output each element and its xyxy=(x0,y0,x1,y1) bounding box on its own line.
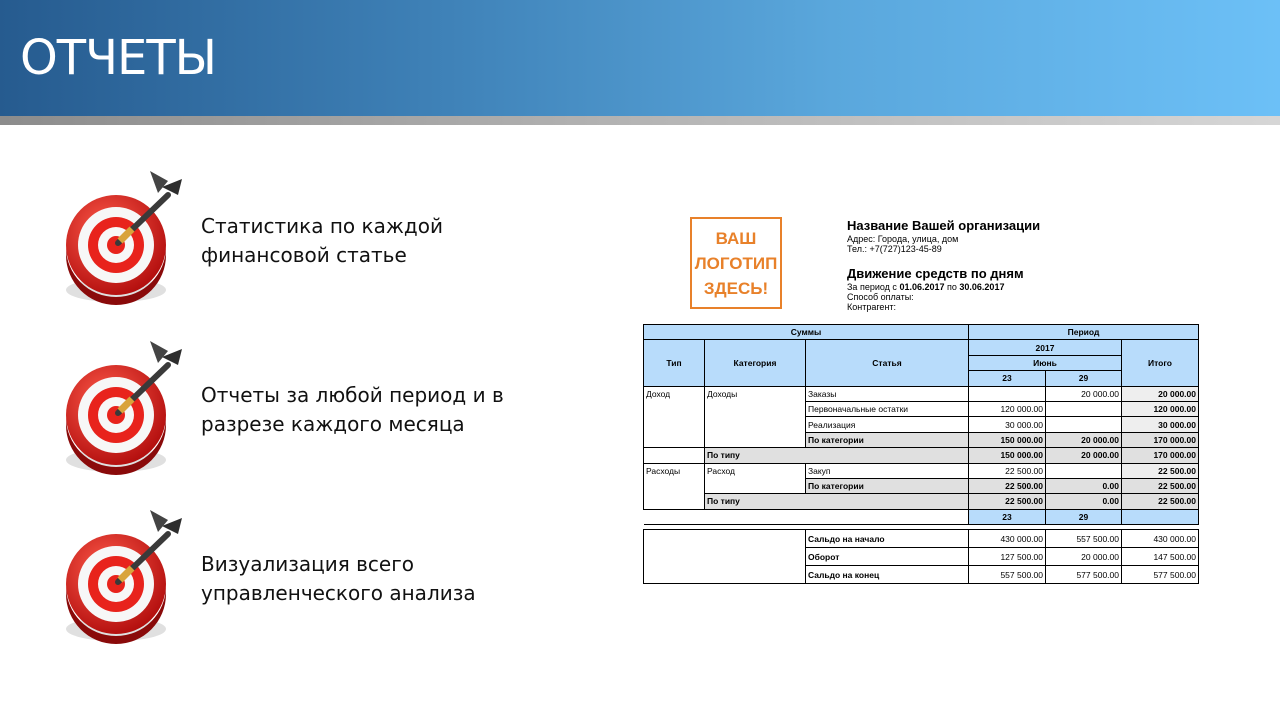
cell-total: 430 000.00 xyxy=(1122,530,1199,548)
cell-value xyxy=(1046,401,1122,416)
report-title: Движение средств по дням xyxy=(847,266,1024,281)
cell-value: 577 500.00 xyxy=(1046,566,1122,584)
header-year: 2017 xyxy=(969,340,1122,355)
feature-line: Отчеты за любой период и в xyxy=(201,383,504,407)
dart-target-icon xyxy=(50,504,190,654)
header-category: Категория xyxy=(705,340,806,386)
header-total-blank xyxy=(1122,509,1199,524)
table-row xyxy=(644,386,1199,401)
cell-total: 22 500.00 xyxy=(1122,494,1199,509)
header-day: 23 xyxy=(969,509,1046,524)
cell-value xyxy=(1046,463,1122,478)
header-day: 23 xyxy=(969,371,1046,386)
cell-by-type: По типу xyxy=(705,494,969,509)
cell-type: Доход xyxy=(644,386,705,448)
cell-value: 430 000.00 xyxy=(969,530,1046,548)
org-name: Название Вашей организации xyxy=(847,218,1041,233)
cell-category: Доходы xyxy=(705,386,806,448)
logo-line: ЛОГОТИП xyxy=(694,253,778,273)
logo-placeholder xyxy=(690,217,782,309)
cell-article: Первоначальные остатки xyxy=(806,401,969,416)
feature-item xyxy=(0,335,600,485)
counterparty: Контрагент: xyxy=(847,302,897,312)
org-phone: Тел.: +7(727)123-45-89 xyxy=(847,244,942,254)
cell-total: 20 000.00 xyxy=(1122,386,1199,401)
cell-total: 30 000.00 xyxy=(1122,417,1199,432)
cell-value: 0.00 xyxy=(1046,494,1122,509)
cell-value: 0.00 xyxy=(1046,478,1122,493)
dart-target-icon xyxy=(50,165,190,315)
header-sums: Суммы xyxy=(644,325,969,340)
header-total: Итого xyxy=(1122,340,1199,386)
cell-value: 20 000.00 xyxy=(1046,448,1122,463)
cell-value: 557 500.00 xyxy=(1046,530,1122,548)
cell-total: 170 000.00 xyxy=(1122,448,1199,463)
cell-value: 20 000.00 xyxy=(1046,432,1122,447)
cell-article: Заказы xyxy=(806,386,969,401)
cell-value: 20 000.00 xyxy=(1046,548,1122,566)
cell-by-category: По категории xyxy=(806,432,969,447)
report-period xyxy=(847,282,1040,292)
report-header xyxy=(847,218,1040,312)
cell-article: Сальдо на начало xyxy=(806,530,969,548)
cell-total: 577 500.00 xyxy=(1122,566,1199,584)
cell-value xyxy=(969,386,1046,401)
cell-by-category: По категории xyxy=(806,478,969,493)
header-period: Период xyxy=(969,325,1199,340)
logo-line: ВАШ xyxy=(715,228,757,248)
payment-method: Способ оплаты: xyxy=(847,292,914,302)
feature-item xyxy=(0,504,600,654)
feature-line: Визуализация всего xyxy=(201,552,414,576)
cell-total: 147 500.00 xyxy=(1122,548,1199,566)
header-type: Тип xyxy=(644,340,705,386)
cell-total: 22 500.00 xyxy=(1122,463,1199,478)
blank-cell xyxy=(644,509,969,524)
dart-target-icon xyxy=(50,335,190,485)
header-month: Июнь xyxy=(969,355,1122,370)
title-banner xyxy=(0,0,1280,116)
period-mid: по xyxy=(947,282,957,292)
cell-value: 150 000.00 xyxy=(969,432,1046,447)
org-address: Адрес: Города, улица, дом xyxy=(847,234,959,244)
feature-item xyxy=(0,165,600,315)
feature-text xyxy=(201,550,561,608)
cell-value: 22 500.00 xyxy=(969,478,1046,493)
slide-title: ОТЧЕТЫ xyxy=(20,30,217,86)
cell-value: 20 000.00 xyxy=(1046,386,1122,401)
cell-total: 120 000.00 xyxy=(1122,401,1199,416)
table-row-subtotal xyxy=(644,494,1199,509)
balance-header-row xyxy=(644,509,1199,524)
feature-line: разрезе каждого месяца xyxy=(201,412,465,436)
cell-total: 22 500.00 xyxy=(1122,478,1199,493)
cell-value xyxy=(1046,417,1122,432)
cell-type xyxy=(644,448,705,463)
balance-row xyxy=(644,530,1199,548)
cell-article: Реализация xyxy=(806,417,969,432)
header-day: 29 xyxy=(1046,371,1122,386)
logo-line: ЗДЕСЬ! xyxy=(703,278,769,298)
feature-text xyxy=(201,212,561,270)
table-row xyxy=(644,463,1199,478)
cell-article: Оборот xyxy=(806,548,969,566)
cell-article: Сальдо на конец xyxy=(806,566,969,584)
report-table xyxy=(643,324,1199,584)
period-prefix: За период с xyxy=(847,282,897,292)
table-header-row xyxy=(644,325,1199,340)
cell-category: Расход xyxy=(705,463,806,494)
cell-value: 557 500.00 xyxy=(969,566,1046,584)
cell-by-type: По типу xyxy=(705,448,969,463)
cell-value: 150 000.00 xyxy=(969,448,1046,463)
table-header-row xyxy=(644,340,1199,355)
feature-line: Статистика по каждой xyxy=(201,214,443,238)
feature-text xyxy=(201,381,561,439)
period-from: 01.06.2017 xyxy=(899,282,945,292)
feature-line: управленческого анализа xyxy=(201,581,476,605)
balance-blank xyxy=(644,530,806,584)
header-day: 29 xyxy=(1046,509,1122,524)
cell-value: 22 500.00 xyxy=(969,463,1046,478)
cell-value: 127 500.00 xyxy=(969,548,1046,566)
table-row-subtotal xyxy=(644,448,1199,463)
cell-total: 170 000.00 xyxy=(1122,432,1199,447)
report-preview xyxy=(643,212,1203,584)
header-divider xyxy=(0,116,1280,125)
period-to: 30.06.2017 xyxy=(959,282,1005,292)
cell-value: 22 500.00 xyxy=(969,494,1046,509)
cell-type: Расходы xyxy=(644,463,705,509)
cell-value: 120 000.00 xyxy=(969,401,1046,416)
header-article: Статья xyxy=(806,340,969,386)
cell-value: 30 000.00 xyxy=(969,417,1046,432)
cell-article: Закуп xyxy=(806,463,969,478)
feature-line: финансовой статье xyxy=(201,243,407,267)
